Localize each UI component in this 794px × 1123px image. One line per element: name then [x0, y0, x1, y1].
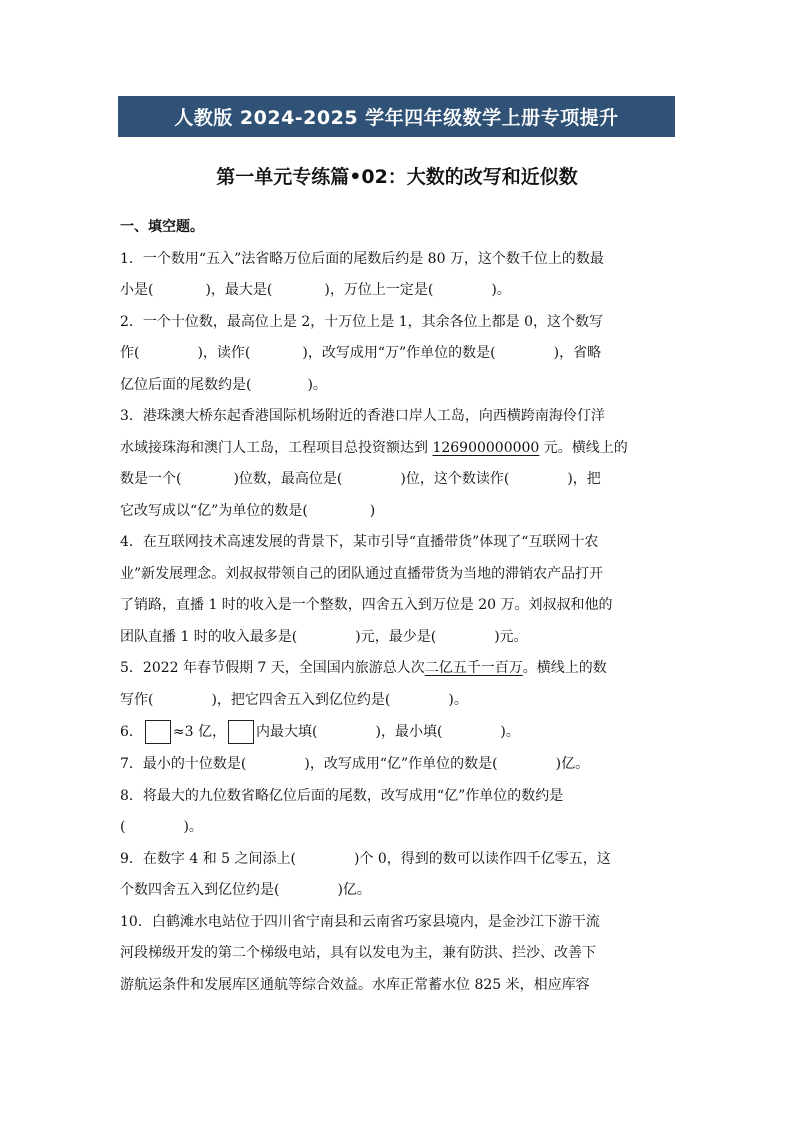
question-10: 10．白鹤滩水电站位于四川省宁南县和云南省巧家县境内，是金沙江下游干流 河段梯级开发的第二个梯级电站，具有以发电为主，兼有防洪、拦沙、改善下 游航运条件和发展库区通航等综合效益。水库正常蓄水位 825 米，相应库容 [120, 913, 600, 993]
question-1: 1．一个数用“五入”法省略万位后面的尾数后约是 80 万，这个数千位上的数最 小是( )，最大是( )，万位上一定是( )。 [120, 250, 604, 298]
section-heading: 一、填空题。 [120, 219, 204, 235]
underlined-number: 126900000000 [432, 439, 540, 456]
question-3: 3．港珠澳大桥东起香港国际机场附近的香港口岸人工岛，向西横跨南海伶仃洋 水域接珠海和澳门人工岛，工程项目总投资额达到 126900000000 元。横线上的 数是一个( )位数，最高位是( )位，这个数读作( )，把 它改写成以“亿”为单位的数是( ) [120, 408, 628, 519]
number-box[interactable] [145, 720, 171, 744]
number-box[interactable] [228, 720, 254, 744]
question-8: 8．将最大的九位数省略亿位后面的尾数，改写成用“亿”作单位的数约是 ( )。 [120, 787, 564, 835]
question-7: 7．最小的十位数是( )，改写成用“亿”作单位的数是( )亿。 [120, 756, 590, 772]
page-subtitle: 第一单元专练篇•02：大数的改写和近似数 [216, 166, 578, 188]
question-5: 5．2022 年春节假期 7 天，全国国内旅游总人次二亿五千一百万。横线上的数 写作( )，把它四舍五入到亿位约是( )。 [120, 660, 607, 708]
question-9: 9．在数字 4 和 5 之间添上( )个 0，得到的数可以读作四千亿零五，这 个数四舍五入到亿位约是( )亿。 [120, 850, 611, 898]
question-6: 6． ≈3 亿， 内最大填( )，最小填( )。 [120, 716, 676, 749]
underlined-text: 二亿五千一百万 [424, 660, 523, 676]
question-list [120, 212, 676, 1001]
title-banner [118, 96, 675, 137]
question-2: 2．一个十位数，最高位上是 2，十万位上是 1，其余各位上都是 0，这个数写 作( )，读作( )，改写成用“万”作单位的数是( )，省略 亿位后面的尾数约是( )。 [120, 313, 603, 393]
banner-title: 人教版 2024-2025 学年四年级数学上册专项提升 [174, 107, 619, 129]
question-4: 4．在互联网技术高速发展的背景下，某市引导“直播带货”体现了“互联网十农 业”新发展理念。刘叔叔带领自己的团队通过直播带货为当地的滞销农产品打开 了销路，直播 1 时的收入是一个整数，四舍五入到万位是 20 万。刘叔叔和他的 团队直播 1 时的收入最多是( )元，最少是( )元。 [120, 534, 613, 645]
